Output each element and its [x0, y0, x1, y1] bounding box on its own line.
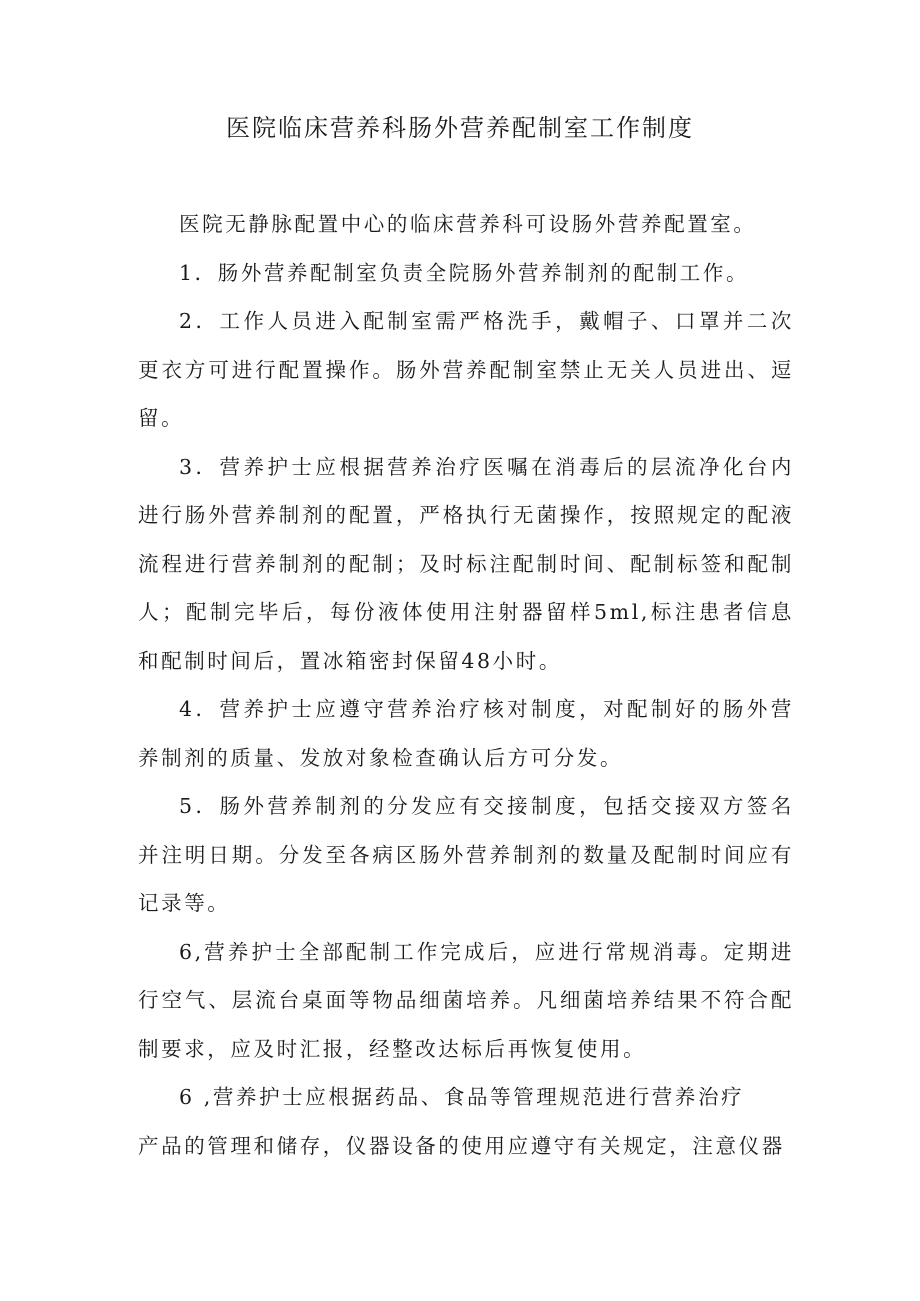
- paragraph-item-2: 2．工作人员进入配制室需严格洗手，戴帽子、口罩并二次更衣方可进行配置操作。肠外营养配制室禁止无关人员进出、逗留。: [138, 309, 794, 430]
- document-body: [138, 200, 794, 1170]
- document-title: 医院临床营养科肠外营养配制室工作制度: [226, 114, 694, 142]
- paragraph-item-6b-continued: 产品的管理和储存，仪器设备的使用应遵守有关规定，注意仪器: [138, 1133, 785, 1158]
- paragraph-item-3: 3．营养护士应根据营养治疗医嘱在消毒后的层流净化台内进行肠外营养制剂的配置，严格执行无菌操作，按照规定的配液流程进行营养制剂的配制；及时标注配制时间、配制标签和配制人；配制完毕后，每份液体使用注射器留样5ml,标注患者信息和配制时间后，置冰箱密封保留48小时。: [138, 454, 794, 673]
- paragraph-item-6b: 6 ,营养护士应根据药品、食品等管理规范进行营养治疗: [179, 1085, 745, 1109]
- paragraph-item-5: 5．肠外营养制剂的分发应有交接制度，包括交接双方签名并注明日期。分发至各病区肠外营养制剂的数量及配制时间应有记录等。: [138, 794, 794, 915]
- paragraph-item-1: 1．肠外营养配制室负责全院肠外营养制剂的配制工作。: [179, 260, 750, 285]
- paragraph-item-6a: 6,营养护士全部配制工作完成后，应进行常规消毒。定期进行空气、层流台桌面等物品细菌培养。凡细菌培养结果不符合配制要求，应及时汇报，经整改达标后再恢复使用。: [138, 939, 794, 1061]
- paragraph-intro: 医院无静脉配置中心的临床营养科可设肠外营养配置室。: [179, 212, 757, 236]
- paragraph-item-4: 4．营养护士应遵守营养治疗核对制度，对配制好的肠外营养制剂的质量、发放对象检查确认后方可分发。: [138, 697, 794, 770]
